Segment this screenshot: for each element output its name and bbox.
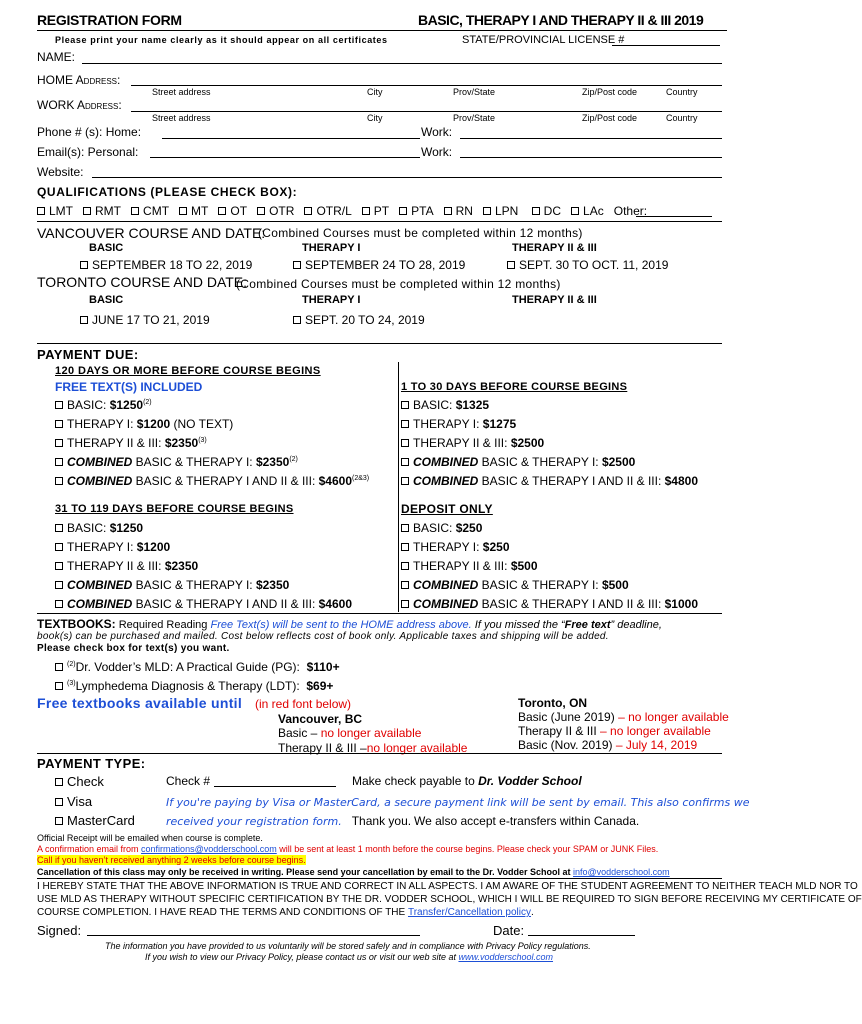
toronto-text-basic: Basic (June 2019) – no longer available — [518, 710, 729, 724]
book-pg[interactable]: $^{(2)}$Dr. Vodder’s MLD: A Practical Guide (PG): $110+ — [55, 660, 340, 674]
qual-otrl[interactable]: OTR/L — [304, 204, 351, 218]
work-zip-label: Zip/Post code — [582, 113, 638, 123]
confirm-email-link[interactable]: confirmations@vodderschool.com — [141, 844, 277, 854]
home-zip-label: Zip/Post code — [582, 87, 638, 97]
g2-item-therapy23[interactable]: THERAPY II & III: $2500 — [401, 436, 544, 450]
qual-rmt[interactable]: RMT — [83, 204, 121, 218]
work-address-label: WORK Address: — [37, 98, 122, 112]
qualifications-heading: QUALIFICATIONS (PLEASE CHECK BOX): — [37, 185, 298, 199]
g4-item-combined2[interactable]: COMBINED BASIC & THERAPY I AND II & III: $1000 — [401, 597, 698, 611]
toronto-text-therapy: Therapy II & III – no longer available — [518, 724, 711, 738]
work-address-field[interactable] — [131, 111, 722, 112]
cancel-note: Cancellation of this class may only be received in writing. Please send your cancellation by email to the Dr. Vodder School at info@vodderschool.com — [37, 867, 670, 877]
receipt-note: Official Receipt will be emailed when course is complete. — [37, 833, 263, 843]
qual-rn[interactable]: RN — [444, 204, 473, 218]
phone-work-field[interactable] — [460, 138, 722, 139]
name-label: NAME: — [37, 50, 76, 64]
toronto-therapy1-date[interactable]: SEPT. 20 TO 24, 2019 — [293, 313, 425, 327]
qual-cmt[interactable]: CMT — [131, 204, 169, 218]
work-prov-label: Prov/State — [453, 113, 496, 123]
qual-dc[interactable]: DC — [532, 204, 561, 218]
website-link[interactable]: www.vodderschool.com — [458, 952, 554, 962]
date-label: Date: — [493, 923, 525, 938]
check-payable: Make check payable to Dr. Vodder School — [352, 774, 582, 788]
g2-item-combined1[interactable]: COMBINED BASIC & THERAPY I: $2500 — [401, 455, 635, 469]
signed-label: Signed: — [37, 923, 82, 938]
email-label: Email(s): Personal: — [37, 145, 139, 159]
qualifications-row — [37, 204, 647, 218]
g3-item-therapy1[interactable]: THERAPY I: $1200 — [55, 540, 170, 554]
g1-item-combined2[interactable]: COMBINED BASIC & THERAPY I AND II & III: $\$4600^{(2\&3)}$ — [55, 474, 369, 488]
home-address-field[interactable] — [131, 85, 722, 86]
check-number-field[interactable] — [214, 786, 336, 787]
home-prov-label: Prov/State — [453, 87, 496, 97]
g3-item-combined2[interactable]: COMBINED BASIC & THERAPY I AND II & III: $4600 — [55, 597, 352, 611]
textbooks-line1: TEXTBOOKS: Required Reading Free Text(s) will be sent to the HOME address above. If you missed the “Free text” deadline, — [37, 617, 662, 631]
qual-lac[interactable]: LAc — [571, 204, 604, 218]
toronto-therapy23-label: THERAPY II & III — [512, 294, 597, 306]
signature-field[interactable] — [87, 935, 420, 936]
phone-work-label: Work: — [421, 125, 453, 139]
etransfer-note: We also accept e-transfers within Canada. — [414, 814, 640, 828]
home-street-label: Street address — [152, 87, 211, 97]
date-field[interactable] — [528, 935, 635, 936]
toronto-heading: TORONTO COURSE AND DATE: — [37, 274, 248, 290]
vancouver-basic-date[interactable]: SEPTEMBER 18 TO 22, 2019 — [80, 258, 252, 272]
website-label: Website: — [37, 165, 84, 179]
vancouver-heading: VANCOUVER COURSE AND DATE: — [37, 225, 266, 241]
textbooks-line2: book(s) can be purchased and mailed. Cost below reflects cost of book only. Applicable taxes and shipping will be added. — [37, 631, 609, 642]
qual-pt[interactable]: PT — [362, 204, 389, 218]
privacy-line-2: If you wish to view our Privacy Policy, please contact us or visit our web site at www.vodderschool.com — [145, 952, 554, 962]
work-street-label: Street address — [152, 113, 211, 123]
visa-note-1: If you're paying by Visa or MasterCard, a secure payment link will be sent by email. This also confirms we — [166, 796, 750, 809]
website-field[interactable] — [92, 177, 722, 178]
license-field[interactable] — [612, 45, 720, 46]
vancouver-therapy1-date[interactable]: SEPTEMBER 24 TO 28, 2019 — [293, 258, 465, 272]
qual-lmt[interactable]: LMT — [37, 204, 73, 218]
g4-item-combined1[interactable]: COMBINED BASIC & THERAPY I: $500 — [401, 578, 629, 592]
g2-item-combined2[interactable]: COMBINED BASIC & THERAPY I AND II & III: $4800 — [401, 474, 698, 488]
phone-label: Phone # (s): Home: — [37, 125, 142, 139]
vancouver-text-basic: Basic – no longer available — [278, 726, 422, 740]
home-city-label: City — [367, 87, 383, 97]
g1-item-therapy1[interactable]: THERAPY I: $1200 (NO TEXT) — [55, 417, 233, 431]
g3-item-basic[interactable]: BASIC: $1250 — [55, 521, 143, 535]
g3-item-combined1[interactable]: COMBINED BASIC & THERAPY I: $2350 — [55, 578, 289, 592]
cancel-email-link[interactable]: info@vodderschool.com — [573, 867, 670, 877]
toronto-text-basic-nov: Basic (Nov. 2019) – July 14, 2019 — [518, 738, 698, 752]
toronto-basic-label: BASIC — [89, 294, 124, 306]
textbooks-line3: Please check box for text(s) you want. — [37, 643, 230, 654]
qual-pta[interactable]: PTA — [399, 204, 433, 218]
course-title: BASIC, THERAPY I AND THERAPY II & III 2019 — [418, 12, 704, 28]
print-note: Please print your name clearly as it should appear on all certificates — [55, 35, 388, 45]
call-note: Call if you haven’t received anything 2 weeks before course begins. — [37, 855, 306, 865]
vancouver-therapy23-date[interactable]: SEPT. 30 TO OCT. 11, 2019 — [507, 258, 668, 272]
vancouver-basic-label: BASIC — [89, 242, 124, 254]
name-field[interactable] — [82, 63, 722, 64]
free-textbooks-until: Free textbooks available until — [37, 695, 243, 711]
statement-line-1: I HEREBY STATE THAT THE ABOVE INFORMATION IS TRUE AND CORRECT IN ALL ASPECTS. I AM AWARE OF THE STUDENT AGREEMENT TO NEITHER TEACH MLD NOR TO — [37, 881, 858, 892]
qual-ot[interactable]: OT — [218, 204, 247, 218]
toronto-text-title: Toronto, ON — [518, 696, 588, 710]
toronto-therapy1-label: THERAPY I — [302, 294, 361, 306]
home-country-label: Country — [666, 87, 698, 97]
check-number-label: Check # — [166, 774, 211, 788]
qual-other-field[interactable] — [636, 216, 712, 217]
home-address-label: HOME Address: — [37, 73, 121, 87]
vancouver-text-therapy: Therapy II & III –no longer available — [278, 741, 468, 755]
work-city-label: City — [367, 113, 383, 123]
vancouver-therapy23-label: THERAPY II & III — [512, 242, 597, 254]
vancouver-note: (Combined Courses must be completed within 12 months) — [258, 226, 583, 240]
qual-otr[interactable]: OTR — [257, 204, 294, 218]
form-title: REGISTRATION FORM — [37, 12, 182, 28]
g1-item-therapy23[interactable]: THERAPY II & III: $2350$^{(3)}$ — [55, 436, 207, 450]
pay-visa[interactable]: Visa — [55, 794, 92, 809]
visa-note-2: received your registration form. Thank you. — [166, 814, 412, 828]
work-country-label: Country — [666, 113, 698, 123]
payment-type-heading: PAYMENT TYPE: — [37, 756, 146, 771]
privacy-line-1: The information you have provided to us voluntarily will be stored safely and in compliance with Privacy Policy regulations. — [105, 941, 591, 951]
g4-item-therapy23[interactable]: THERAPY II & III: $500 — [401, 559, 538, 573]
email-personal-field[interactable] — [150, 157, 420, 158]
license-label: STATE/PROVINCIAL LICENSE # — [462, 34, 625, 46]
phone-home-field[interactable] — [162, 138, 420, 139]
vancouver-text-title: Vancouver, BC — [278, 712, 363, 726]
g2-item-therapy1[interactable]: THERAPY I: $1275 — [401, 417, 516, 431]
email-work-label: Work: — [421, 145, 453, 159]
statement-line-3: COURSE COMPLETION. I HAVE READ THE TERMS AND CONDITIONS OF THE Transfer/Cancellation policy. — [37, 907, 534, 918]
vancouver-therapy1-label: THERAPY I — [302, 242, 361, 254]
qual-lpn[interactable]: LPN — [483, 204, 518, 218]
g2-item-basic[interactable]: BASIC: $1325 — [401, 398, 489, 412]
statement-line-2: USE MLD AS THERAPY WITHOUT SPECIFIC CERTIFICATION BY THE DR. VODDER SCHOOL, WHICH I WILL BE REQUIRED TO SIGN BEFORE RECEIVING MY CERTIFICATE OF — [37, 894, 862, 905]
toronto-basic-date[interactable]: JUNE 17 TO 21, 2019 — [80, 313, 210, 327]
qual-mt[interactable]: MT — [179, 204, 208, 218]
g4-item-therapy1[interactable]: THERAPY I: $250 — [401, 540, 510, 554]
g3-item-therapy23[interactable]: THERAPY II & III: $2350 — [55, 559, 198, 573]
pay-check[interactable]: Check — [55, 774, 104, 789]
book-ldt[interactable]: $^{(3)}$Lymphedema Diagnosis & Therapy (LDT): $69+ — [55, 679, 333, 693]
confirm-note: A confirmation email from confirmations@vodderschool.com will be sent at least 1 month before the course begins. Please check your SPAM or JUNK Files. — [37, 844, 659, 854]
g1-title: 120 DAYS OR MORE BEFORE COURSE BEGINS — [55, 365, 321, 377]
g4-item-basic[interactable]: BASIC: $250 — [401, 521, 482, 535]
toronto-note: (Combined Courses must be completed within 12 months) — [236, 277, 561, 291]
g2-title: 1 TO 30 DAYS BEFORE COURSE BEGINS — [401, 381, 628, 393]
g1-free-text: FREE TEXT(S) INCLUDED — [55, 380, 203, 394]
red-font-note: (in red font below) — [255, 697, 352, 711]
g4-title: DEPOSIT ONLY — [401, 502, 493, 516]
pay-mastercard[interactable]: MasterCard — [55, 813, 135, 828]
g3-title: 31 TO 119 DAYS BEFORE COURSE BEGINS — [55, 503, 294, 515]
payment-divider — [398, 362, 399, 612]
qual-other-label: Other: — [613, 204, 648, 218]
g1-item-basic[interactable]: BASIC: $1250$^{(2)}$ — [55, 398, 152, 412]
g1-item-combined1[interactable]: COMBINED BASIC & THERAPY I: $2350$^{(2)}$ — [55, 455, 298, 469]
payment-due-heading: PAYMENT DUE: — [37, 347, 139, 362]
email-work-field[interactable] — [460, 157, 722, 158]
policy-link[interactable]: Transfer/Cancellation policy — [407, 907, 532, 918]
